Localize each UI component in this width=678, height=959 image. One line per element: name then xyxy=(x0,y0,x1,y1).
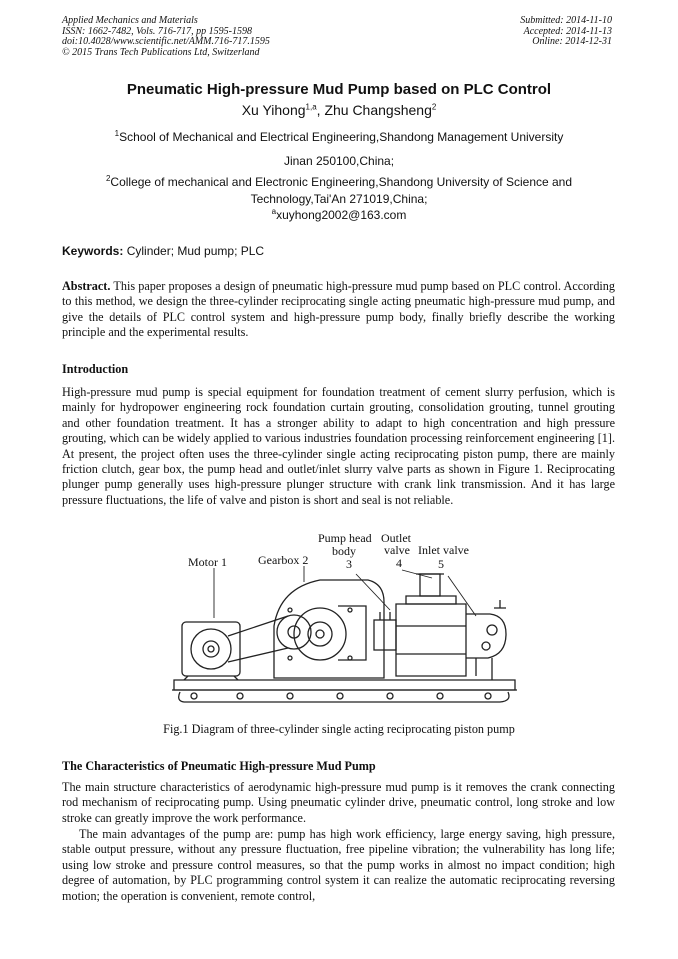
label-inlet-valve: Inlet valve xyxy=(418,543,469,557)
email-text: xuyhong2002@163.com xyxy=(276,208,407,222)
email-sup: a xyxy=(271,207,277,216)
author-name: Xu Yihong xyxy=(241,102,306,118)
affiliation-2 xyxy=(60,174,618,208)
label-number-4: 4 xyxy=(396,556,402,570)
label-outlet: Outlet xyxy=(381,531,411,545)
skid-base xyxy=(174,680,515,690)
keywords xyxy=(62,244,264,258)
affiliation-text: College of mechanical and Electronic Engineering,Shandong University of Science and Technology,Tai'An 271019,China; xyxy=(110,175,573,206)
issn-line: ISSN: 1662-7482, Vols. 716-717, pp 1595-1598 xyxy=(62,25,252,37)
gearbox xyxy=(274,580,384,678)
label-pump-head: Pump head xyxy=(318,531,372,545)
label-number-5: 5 xyxy=(438,557,444,571)
section-heading: Introduction xyxy=(62,362,129,376)
affiliation-1 xyxy=(60,129,618,146)
paper-title: Pneumatic High-pressure Mud Pump based on PLC Control xyxy=(126,81,552,98)
affiliation-sup: 1 xyxy=(114,129,120,138)
accepted-date: Accepted: 2014-11-13 xyxy=(523,25,612,37)
abstract-text: This paper proposes a design of pneumatic high-pressure mud pump based on PLC control. According to this method, we design the three-cylinder reciprocating single acting pneumatic high-pressure mud pump, and give the details of PLC control system and high-pressure pump body, finally briefly describe the working principle and the experimental results. xyxy=(62,279,615,340)
author-sup: 2 xyxy=(431,102,437,112)
affiliation-sup: 2 xyxy=(105,174,111,183)
label-gearbox: Gearbox 2 xyxy=(258,553,309,567)
online-date: Online: 2014-12-31 xyxy=(532,36,612,47)
inlet-valve xyxy=(466,600,506,680)
introduction-paragraph: High-pressure mud pump is special equipment for foundation treatment of cement slurry perfusion, which is mainly for hydropower engineering rock foundation curtain grouting, consolidation grouting, tunnel grouting and other foundation treatment. It has a stronger ability to adapt to high concentration and high pressure grouting, which can be widely applied to various industries foundation processing reinforcement engineering [1]. At present, the project often uses the three-cylinder single acting reciprocating piston pump, there are mainly friction clutch, gear box, the pump head and outlet/inlet slurry valve parts as shown in Figure 1. Reciprocating plunger pump generally uses high-pressure plunger structure with crank link transmission. And it has large pressure fluctuations, the life of valve and piston is short and seal is not reliable. xyxy=(62,385,615,507)
author-separator: , xyxy=(316,102,325,118)
section-heading: The Characteristics of Pneumatic High-pressure Mud Pump xyxy=(62,759,376,773)
submission-dates xyxy=(520,16,612,48)
pump-head-body xyxy=(396,596,466,676)
figure-caption: Fig.1 Diagram of three-cylinder single acting reciprocating piston pump xyxy=(163,722,515,736)
motor xyxy=(182,622,240,680)
keywords-text: Cylinder; Mud pump; PLC xyxy=(123,244,265,258)
doi-line: doi:10.4028/www.scientific.net/AMM.716-717.1595 xyxy=(62,36,270,47)
author-line xyxy=(0,102,678,118)
abstract xyxy=(62,279,615,341)
journal-name: Applied Mechanics and Materials xyxy=(62,15,198,26)
copyright-line: © 2015 Trans Tech Publications Ltd, Switzerland xyxy=(62,46,260,58)
label-outlet-valve: valve xyxy=(384,543,410,557)
author-name: Zhu Changsheng xyxy=(324,102,432,118)
affiliation-text: School of Mechanical and Electrical Engineering,Shandong Management University xyxy=(119,130,564,144)
keywords-label: Keywords: xyxy=(62,244,124,258)
author-sup: 1,a xyxy=(305,102,317,112)
characteristics-paragraph-2: The main advantages of the pump are: pump has high work efficiency, large energy saving, high pressure, stable output pressure, without any pressure fluctuation, free pipeline vibration; the vulnerability has long life; using low stroke and pressure control measures, so that the pump works in almost no impact condition; high degree of automation, by PLC programming control system it can realize the automatic reciprocating reversing motion; the operation is convenient, remote control, xyxy=(62,827,615,903)
abstract-label: Abstract. xyxy=(62,279,111,293)
label-pump-head-body: body xyxy=(332,544,356,558)
pump-diagram xyxy=(170,530,518,720)
submitted-date: Submitted: 2014-11-10 xyxy=(520,15,612,26)
label-number-3: 3 xyxy=(346,557,352,571)
label-motor: Motor 1 xyxy=(188,555,227,569)
journal-info xyxy=(62,16,270,58)
author-email xyxy=(60,207,618,224)
affiliation-1-city: Jinan 250100,China; xyxy=(283,154,395,168)
characteristics-paragraph-1: The main structure characteristics of aerodynamic high-pressure mud pump is it removes the crank connecting rod mechanism of reciprocating pump. Using pneumatic cylinder drive, pneumatic control, long stroke and low stroke can greatly improve the work performance. xyxy=(62,780,615,825)
